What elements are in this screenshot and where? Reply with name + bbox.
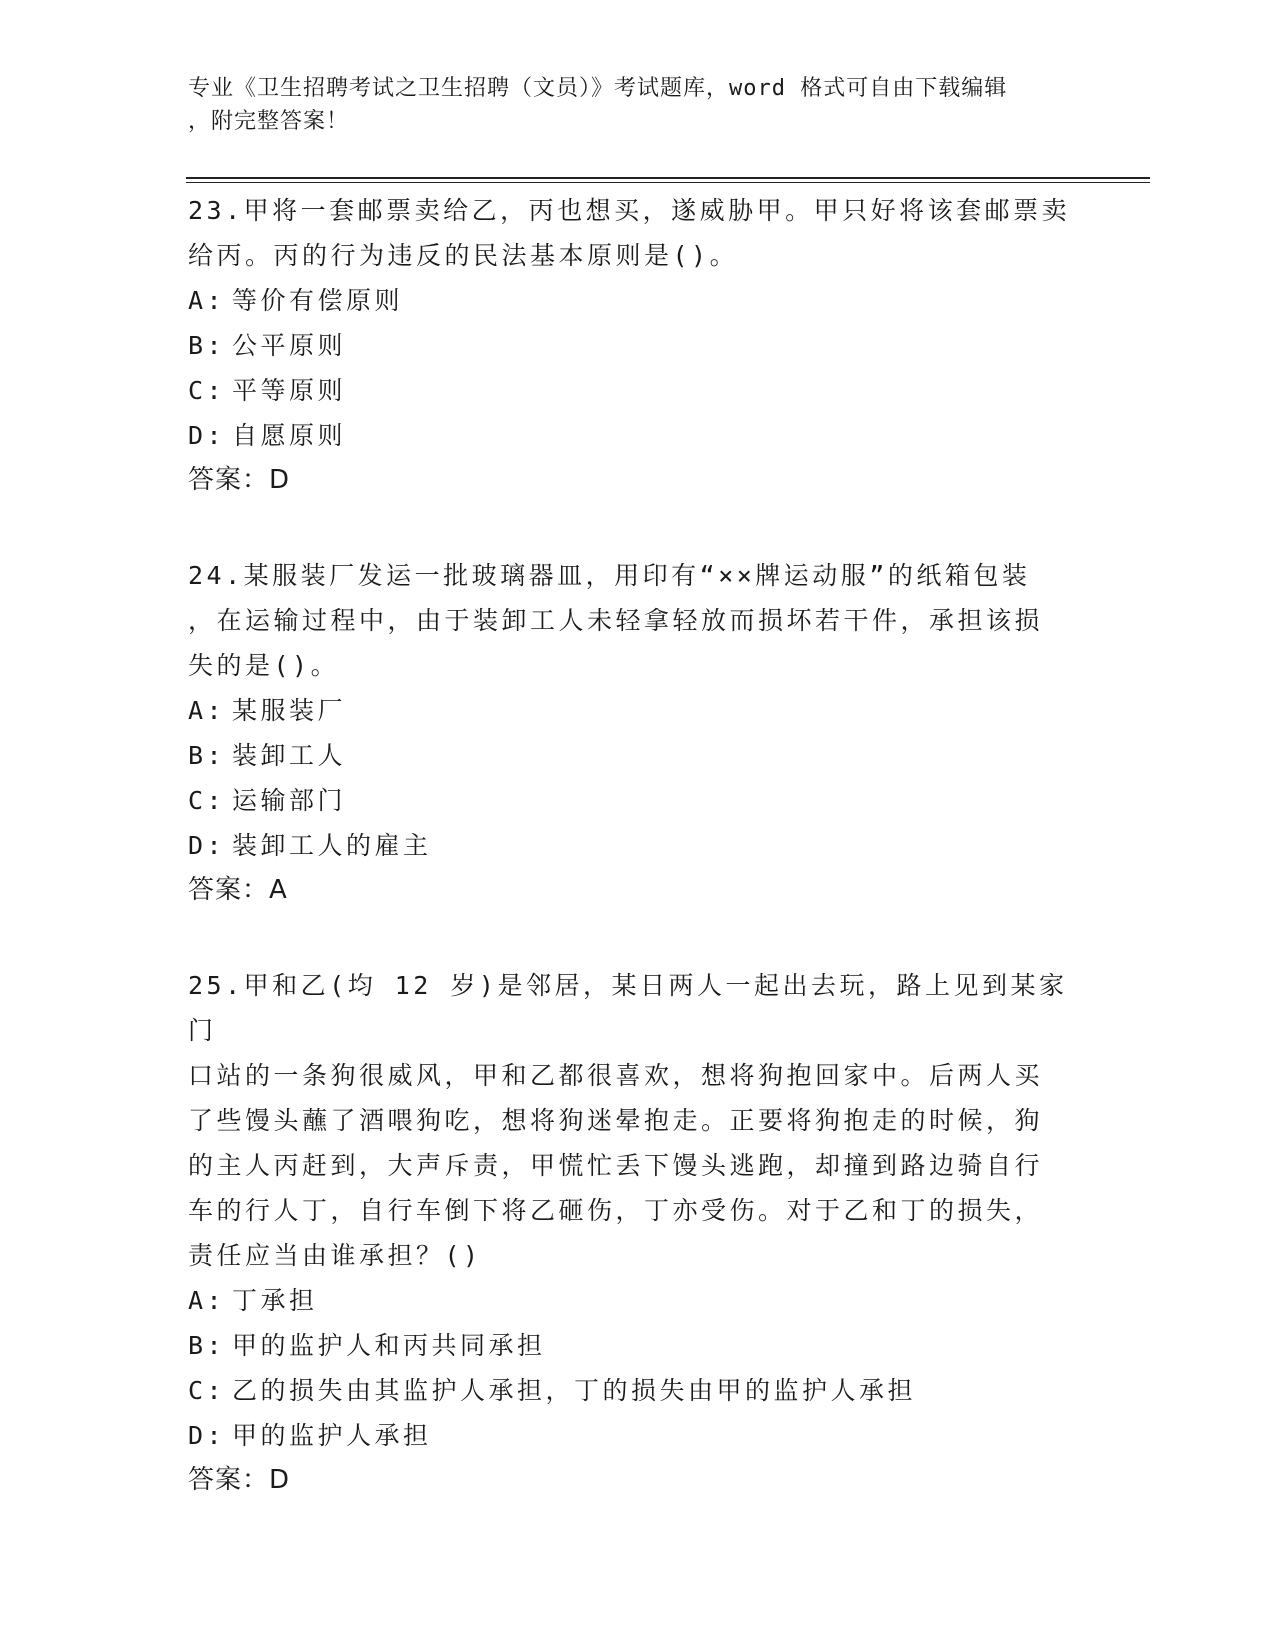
option-a: A: 等价有偿原则 — [188, 286, 404, 315]
question-23 — [188, 188, 1088, 503]
question-line: 口站的一条狗很威风，甲和乙都很喜欢，想将狗抱回家中。后两人买 — [188, 1061, 1044, 1090]
option-a: A: 某服装厂 — [188, 696, 347, 725]
header-line-2: ，附完整答案！ — [188, 109, 350, 134]
question-line: 25.甲和乙(均 12 岁)是邻居，某日两人一起出去玩，路上见到某家门 — [188, 971, 1068, 1045]
option-d: D: 甲的监护人承担 — [188, 1421, 432, 1450]
question-line: 失的是()。 — [188, 651, 340, 680]
header-divider-thin — [186, 182, 1150, 183]
option-b: B: 装卸工人 — [188, 741, 347, 770]
question-line: 车的行人丁，自行车倒下将乙砸伤，丁亦受伤。对于乙和丁的损失， — [188, 1196, 1044, 1225]
question-line: 的主人丙赶到，大声斥责，甲慌忙丢下馒头逃跑，却撞到路边骑自行 — [188, 1151, 1044, 1180]
option-b: B: 甲的监护人和丙共同承担 — [188, 1331, 546, 1360]
option-d: D: 自愿原则 — [188, 421, 347, 450]
answer: 答案：A — [188, 875, 288, 905]
option-c: C: 运输部门 — [188, 786, 347, 815]
question-text — [188, 963, 1088, 1278]
option-d: D: 装卸工人的雇主 — [188, 831, 432, 860]
question-line: 了些馒头蘸了酒喂狗吃，想将狗迷晕抱走。正要将狗抱走的时候，狗 — [188, 1106, 1044, 1135]
question-line: 给丙。丙的行为违反的民法基本原则是()。 — [188, 241, 739, 270]
question-text — [188, 553, 1088, 688]
header-line-1: 专业《卫生招聘考试之卫生招聘（文员）》考试题库，word 格式可自由下载编辑 — [188, 76, 1008, 101]
question-25 — [188, 963, 1088, 1503]
answer: 答案：D — [188, 1465, 291, 1495]
question-line: 23.甲将一套邮票卖给乙，丙也想买，遂威胁甲。甲只好将该套邮票卖 — [188, 196, 1071, 225]
option-c: C: 乙的损失由其监护人承担，丁的损失由甲的监护人承担 — [188, 1376, 917, 1405]
answer: 答案：D — [188, 465, 291, 495]
option-a: A: 丁承担 — [188, 1286, 318, 1315]
question-text — [188, 188, 1088, 278]
option-b: B: 公平原则 — [188, 331, 347, 360]
question-line: ，在运输过程中，由于装卸工人未轻拿轻放而损坏若干件，承担该损 — [188, 606, 1044, 635]
question-line: 24.某服装厂发运一批玻璃器皿，用印有“××牌运动服”的纸箱包装 — [188, 561, 1031, 590]
document-header — [188, 72, 1078, 138]
question-line: 责任应当由谁承担？() — [188, 1241, 482, 1270]
header-divider-thick — [186, 177, 1150, 179]
question-24 — [188, 553, 1088, 913]
option-c: C: 平等原则 — [188, 376, 347, 405]
